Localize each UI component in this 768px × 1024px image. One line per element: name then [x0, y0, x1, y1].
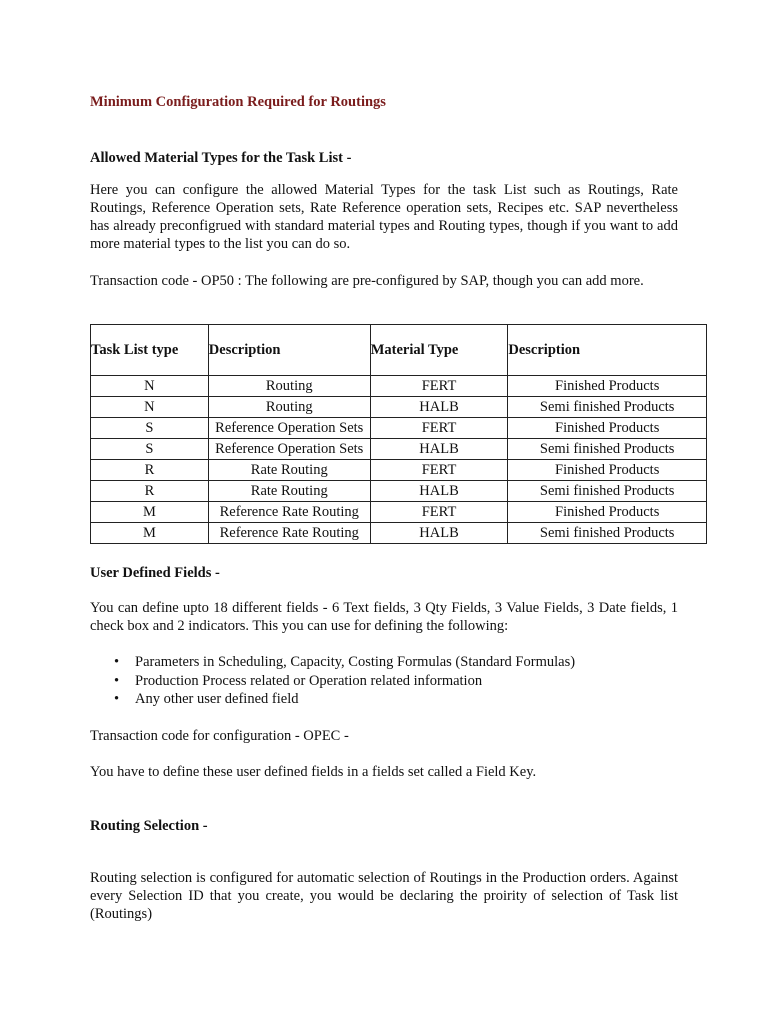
document-title: Minimum Configuration Required for Routings [90, 94, 386, 110]
table-cell: S [91, 418, 209, 439]
task-list-table [90, 324, 707, 544]
bullet-icon: • [114, 654, 120, 670]
table-cell: HALB [370, 439, 508, 460]
table-cell: N [91, 376, 209, 397]
table-cell: HALB [370, 481, 508, 502]
table-header-row [91, 325, 707, 376]
section-heading-routing-selection: Routing Selection - [90, 818, 208, 834]
table-header-cell: Task List type [91, 325, 209, 376]
table-cell: Routing [208, 376, 370, 397]
table-cell: FERT [370, 460, 508, 481]
table-header-cell: Description [508, 325, 707, 376]
table-cell: Rate Routing [208, 481, 370, 502]
transaction-opec-text: Transaction code for configuration - OPEC - [90, 728, 349, 744]
list-item [90, 653, 575, 672]
table-cell: FERT [370, 502, 508, 523]
table-header-cell: Description [208, 325, 370, 376]
table-cell: Reference Rate Routing [208, 502, 370, 523]
user-defined-fields-list [90, 653, 575, 709]
table-row [91, 481, 707, 502]
table-cell: FERT [370, 376, 508, 397]
list-item-text: Any other user defined field [135, 691, 299, 707]
transaction-op50-text: Transaction code - OP50 : The following are pre-configured by SAP, though you can add more. [90, 273, 644, 289]
list-item [90, 672, 575, 691]
table-cell: R [91, 460, 209, 481]
table-row [91, 376, 707, 397]
table-cell: Reference Rate Routing [208, 523, 370, 544]
table-cell: Finished Products [508, 418, 707, 439]
list-item-text: Parameters in Scheduling, Capacity, Costing Formulas (Standard Formulas) [135, 654, 576, 670]
section-heading-user-defined-fields: User Defined Fields - [90, 565, 220, 581]
material-types-paragraph: Here you can configure the allowed Material Types for the task List such as Routings, Rate Routings, Reference Operation sets, Rate Reference operation sets, Recipes etc. SAP nevertheless has already preconfigrued with standard material types and Routing types, though if you want to add more material types to the list you can do so. [90, 182, 678, 252]
table-cell: Finished Products [508, 460, 707, 481]
table-row [91, 523, 707, 544]
table-cell: Routing [208, 397, 370, 418]
list-item [90, 690, 575, 709]
table-cell: M [91, 502, 209, 523]
table-cell: Semi finished Products [508, 481, 707, 502]
table-cell: HALB [370, 397, 508, 418]
section-heading-material-types: Allowed Material Types for the Task List - [90, 150, 352, 166]
table-row [91, 397, 707, 418]
table-row [91, 439, 707, 460]
table-cell: N [91, 397, 209, 418]
table-cell: Rate Routing [208, 460, 370, 481]
routing-selection-paragraph: Routing selection is configured for automatic selection of Routings in the Production orders. Against every Selection ID that you create, you would be declaring the proirity of selection of Task list (Routings) [90, 870, 678, 922]
list-item-text: Production Process related or Operation related information [135, 672, 483, 689]
field-key-note: You have to define these user defined fields in a fields set called a Field Key. [90, 764, 537, 780]
table-header-cell: Material Type [370, 325, 508, 376]
table-cell: Reference Operation Sets [208, 439, 370, 460]
table-cell: Finished Products [508, 502, 707, 523]
table-cell: HALB [370, 523, 508, 544]
table-cell: Finished Products [508, 376, 707, 397]
table-cell: R [91, 481, 209, 502]
bullet-icon: • [114, 672, 120, 689]
table-row [91, 460, 707, 481]
table-cell: S [91, 439, 209, 460]
table-cell: Semi finished Products [508, 397, 707, 418]
bullet-icon: • [114, 691, 120, 707]
table-cell: FERT [370, 418, 508, 439]
user-defined-fields-paragraph: You can define upto 18 different fields - 6 Text fields, 3 Qty Fields, 3 Value Fields, 3 Date fields, 1 check box and 2 indicators. This you can use for defining the following: [90, 600, 678, 634]
table-cell: M [91, 523, 209, 544]
table-cell: Semi finished Products [508, 523, 707, 544]
table-row [91, 502, 707, 523]
table-cell: Reference Operation Sets [208, 418, 370, 439]
table-cell: Semi finished Products [508, 439, 707, 460]
table-row [91, 418, 707, 439]
